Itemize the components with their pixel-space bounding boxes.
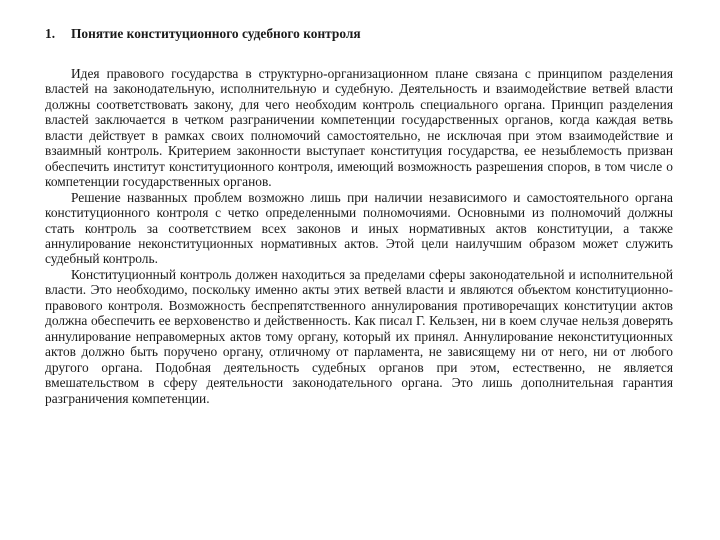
section-title: Понятие конституционного судебного контроля bbox=[71, 26, 361, 41]
paragraph: Конституционный контроль должен находиться за пределами сферы законодательной и исполнительной власти. Это необходимо, поскольку именно акты этих ветвей власти и являются объектом конституционно-правового контроля. Возможность беспрепятственного аннулирования противоречащих конституции актов должна обеспечить ее верховенство и действенность. Как писал Г. Кельзен, ни в коем случае нельзя доверять аннулирование неправомерных актов тому органу, который их принял. Аннулирование неконституционных актов должно быть поручено органу, отличному от парламента, не зависящему ни от него, ни от любого другого органа. Подобная деятельность судебных органов при этом, естественно, не является вмешательством в сферу деятельности законодательного органа. Это лишь дополнительная гарантия разграничения компетенции. bbox=[45, 266, 673, 406]
paragraph: Решение названных проблем возможно лишь при наличии независимого и самостоятельного органа конституционного контроля с четко определенными полномочиями. Основными из полномочий должны стать контроль за соответствием всех законов и иных нормативных актов конституции, а также аннулирование неконституционных нормативных актов. Этой цели наилучшим образом может служить судебный контроль. bbox=[45, 189, 673, 267]
paragraph: Идея правового государства в структурно-организационном плане связана с принципом разделения властей на законодательную, исполнительную и судебную. Деятельность и взаимодействие ветвей власти должны соответствовать закону, для чего необходим контроль специального органа. Принцип разделения властей заключается в четком разграничении компетенции государственных органов, когда каждая ветвь власти действует в рамках своих полномочий самостоятельно, не исключая при этом взаимодействие и взаимный контроль. Критерием законности выступает конституция государства, ее незыблемость призван обеспечить институт конституционного контроля, имеющий возможность разрешения споров, в том числе о компетенции государственных органов. bbox=[45, 66, 673, 190]
document-page bbox=[45, 26, 673, 406]
section-heading bbox=[45, 26, 673, 42]
section-number: 1. bbox=[45, 26, 56, 41]
